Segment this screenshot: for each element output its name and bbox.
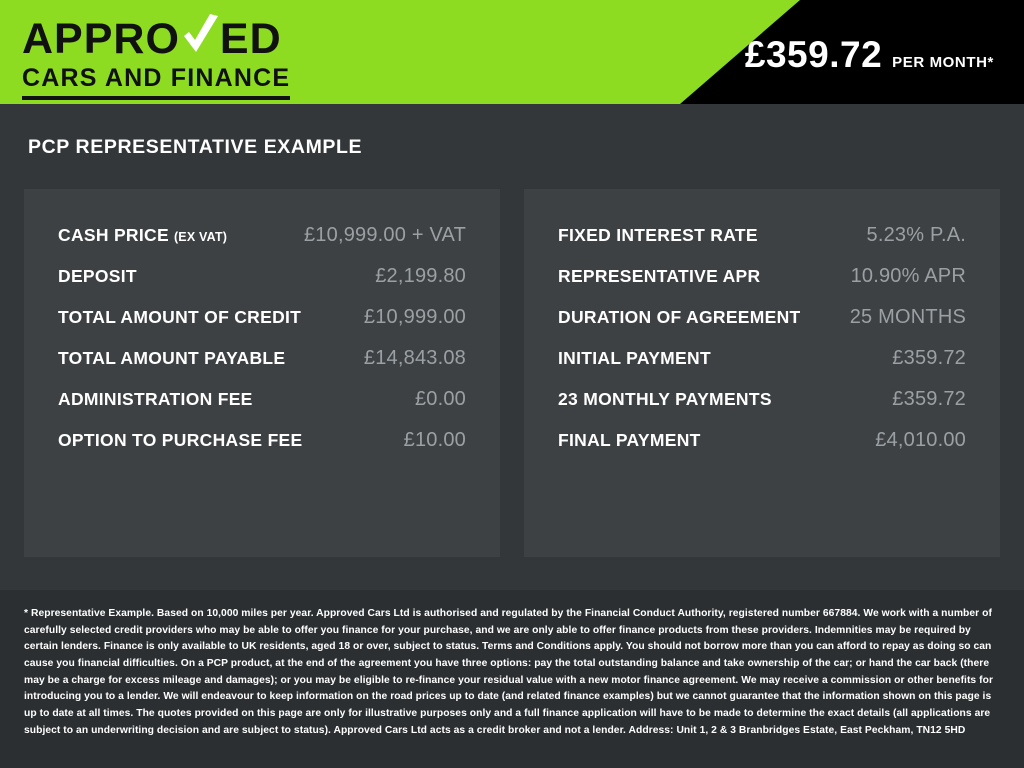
detail-label: CASH PRICE (EX VAT) — [58, 225, 228, 245]
detail-row — [550, 256, 974, 297]
detail-row — [50, 215, 474, 256]
detail-value: £10.00 — [403, 429, 466, 451]
logo-wordmark — [22, 15, 290, 63]
detail-value: £359.72 — [892, 388, 966, 410]
detail-value: £14,843.08 — [363, 347, 466, 369]
monthly-price — [745, 34, 994, 76]
detail-value: £4,010.00 — [875, 429, 966, 451]
left-panel — [24, 189, 500, 557]
detail-label: TOTAL AMOUNT PAYABLE — [58, 348, 286, 368]
detail-row — [550, 215, 974, 256]
detail-label: DURATION OF AGREEMENT — [558, 307, 801, 327]
main-content — [0, 104, 1024, 590]
footer — [0, 590, 1024, 768]
brand-logo — [22, 15, 291, 100]
detail-row — [50, 256, 474, 297]
detail-row — [550, 297, 974, 338]
page-title: PCP REPRESENTATIVE EXAMPLE — [28, 136, 363, 158]
detail-value: 10.90% APR — [850, 265, 966, 287]
detail-value: £10,999.00 + VAT — [303, 224, 466, 246]
detail-row — [550, 338, 974, 379]
detail-value: £10,999.00 — [363, 306, 466, 328]
detail-label: 23 MONTHLY PAYMENTS — [558, 389, 772, 409]
price-amount: £359.72 — [744, 34, 883, 75]
logo-word-part1: APPRO — [22, 15, 180, 63]
logo-subtitle: CARS AND FINANCE — [22, 65, 290, 100]
detail-row — [50, 379, 474, 420]
header — [0, 0, 1024, 104]
detail-row — [50, 420, 474, 461]
detail-value: £359.72 — [892, 347, 966, 369]
detail-label: FINAL PAYMENT — [558, 430, 701, 450]
detail-label: OPTION TO PURCHASE FEE — [58, 430, 303, 450]
detail-label: REPRESENTATIVE APR — [558, 266, 761, 286]
detail-row — [550, 420, 974, 461]
detail-row — [50, 338, 474, 379]
detail-row — [50, 297, 474, 338]
logo-word-part2: ED — [219, 15, 282, 63]
price-period: PER MONTH* — [892, 54, 994, 71]
detail-sublabel: (EX VAT) — [173, 230, 228, 244]
detail-label: FIXED INTEREST RATE — [558, 225, 758, 245]
detail-label: TOTAL AMOUNT OF CREDIT — [58, 307, 302, 327]
detail-label: ADMINISTRATION FEE — [58, 389, 253, 409]
detail-value: 25 MONTHS — [849, 306, 966, 328]
details-panels — [24, 189, 1000, 557]
detail-value: 5.23% P.A. — [866, 224, 966, 246]
disclaimer-text: * Representative Example. Based on 10,000 miles per year. Approved Cars Ltd is authorised and regulated by the Financial Conduct Authority, registered number 667884. We work with a number of carefully selected credit providers who may be able to offer you finance for your purchase, and we are only able to offer finance products from these providers. Indemnities may be required by certain lenders. Finance is only available to UK residents, aged 18 or over, subject to status. Terms and Conditions apply. You should not borrow more than you can afford to repay as doing so can cause you financial difficulties. On a PCP product, at the end of the agreement you have three options: pay the total outstanding balance and take ownership of the car; or hand the car back (there may be a charge for excess mileage and damages); or you may be eligible to re-finance your residual value with a new motor finance agreement. We may receive a commission or other benefits for introducing you to a lender. We will endeavour to keep information on the road prices up to date (and related finance examples) but we cannot guarantee that the information shown on this page is up to date at all times. The quotes provided on this page are only for illustrative purposes only and a full finance application will have to be made to determine the exact details (all applications are subject to an underwriting decision and are subject to status). Approved Cars Ltd acts as a credit broker and not a lender. Address: Unit 1, 2 & 3 Branbridges Estate, East Peckham, TN12 5HD — [24, 608, 993, 736]
right-panel — [524, 189, 1000, 557]
detail-value: £0.00 — [414, 388, 466, 410]
detail-value: £2,199.80 — [375, 265, 466, 287]
detail-label: DEPOSIT — [58, 266, 137, 286]
check-icon — [180, 18, 220, 61]
detail-row — [550, 379, 974, 420]
detail-label: INITIAL PAYMENT — [558, 348, 711, 368]
